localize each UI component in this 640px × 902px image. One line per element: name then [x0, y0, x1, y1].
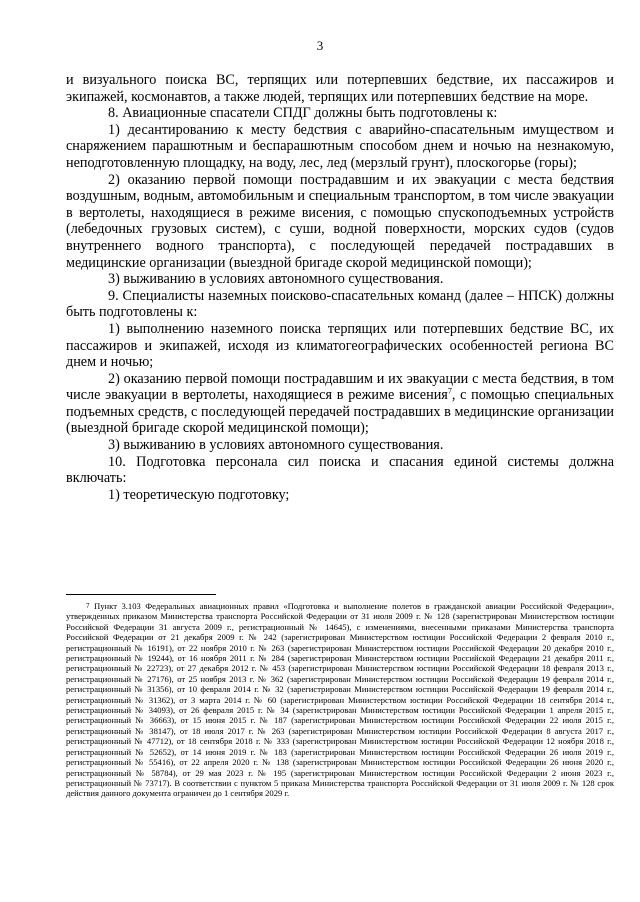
paragraph-item-9: 9. Специалисты наземных поисково-спасательных команд (далее – НПСК) должны быть подготовлены к:: [66, 287, 614, 321]
paragraph-9-2-tail: , с помощью специальных подъемных средств, с последующей передачей пострадавших в медицинские организации (выездной бригаде скорой медицинской помощи);: [66, 387, 614, 437]
footnote-text: [66, 601, 614, 799]
paragraph-9-2-head: 2) оказанию первой помощи пострадавшим и их эвакуации с места бедствия, в том числе эвакуации в вертолеты, находящиеся в режиме висения: [66, 370, 614, 404]
paragraph-item-8: 8. Авиационные спасатели СПДГ должны быть подготовлены к:: [108, 105, 498, 122]
footnote-divider: [66, 594, 216, 595]
footnote-body: Пункт 3.103 Федеральных авиационных правил «Подготовка и выполнение полетов в гражданской авиации Российской Федерации», утвержденных приказом Министерства транспорта Российской Федерации от 31 июля 2009 г. № 128 (зарегистрирован Министерством юстиции Российской Федерации 31 августа 2009 г., регистрационный № 14645), с изменениями, внесенными приказами Министерства транспорта Российской Федерации от 21 декабря 2009 г. № 242 (зарегистрирован Министерством юстиции Российской Федерации 2 февраля 2010 г., регистрационный № 16191), от 22 ноября 2010 г. № 263 (зарегистрирован Министерством юстиции Российской Федерации 20 декабря 2010 г., регистрационный № 19244), от 16 ноября 2011 г. № 284 (зарегистрирован Министерством юстиции Российской Федерации 21 декабря 2011 г., регистрационный № 22723), от 27 декабря 2012 г. № 453 (зарегистрирован Министерством юстиции Российской Федерации 18 февраля 2013 г., регистрационный № 27176), от 25 ноября 2013 г. № 362 (зарегистрирован Министерством юстиции Российской Федерации 19 февраля 2014 г., регистрационный № 31356), от 10 февраля 2014 г. № 32 (зарегистрирован Министерством юстиции Российской Федерации 19 февраля 2014 г., регистрационный № 31362), от 3 марта 2014 г. № 60 (зарегистрирован Министерством юстиции Российской Федерации 18 сентября 2014 г., регистрационный № 34093), от 26 февраля 2015 г. № 34 (зарегистрирован Министерством юстиции Российской Федерации 1 апреля 2015 г., регистрационный № 36663), от 15 июня 2015 г. № 187 (зарегистрирован Министерством юстиции Российской Федерации 22 июля 2015 г., регистрационный № 38147), от 18 июля 2017 г. № 263 (зарегистрирован Министерством юстиции Российской Федерации 8 августа 2017 г., регистрационный № 47712), от 18 сентября 2018 г. № 333 (зарегистрирован Министерством юстиции Российской Федерации 12 ноября 2018 г., регистрационный № 52652), от 14 июня 2019 г. № 183 (зарегистрирован Министерством юстиции Российской Федерации 26 июля 2019 г., регистрационный № 55416), от 22 апреля 2020 г. № 138 (зарегистрирован Министерством юстиции Российской Федерации 26 июня 2020 г., регистрационный № 58784), от 29 мая 2023 г. № 195 (зарегистрирован Министерством юстиции Российской Федерации 2 июня 2023 г., регистрационный № 73717). В соответствии с пунктом 5 приказа Министерства транспорта Российской Федерации от 31 июля 2009 г. № 128 срок действия данного документа ограничен до 1 сентября 2029 г.: [66, 601, 614, 799]
paragraph-9-2: [66, 371, 614, 437]
footnote-reference: 7: [447, 386, 452, 396]
footnote-mark: 7: [86, 602, 90, 610]
paragraph-9-3: 3) выживанию в условиях автономного существования.: [108, 437, 444, 454]
paragraph-8-1: 1) десантированию к месту бедствия с аварийно-спасательным имуществом и снаряжением парашютным и беспарашютным способом днем и ночью на незнакомую, неподготовленную площадку, на воду, лес, лед (мерзлый грунт), плоскогорье (горы);: [66, 121, 614, 171]
paragraph-item-10: 10. Подготовка персонала сил поиска и спасания единой системы должна включать:: [66, 453, 614, 487]
paragraph-10-1: 1) теоретическую подготовку;: [108, 486, 290, 503]
paragraph-9-1: 1) выполнению наземного поиска терпящих или потерпевших бедствие ВС, их пассажиров и экипажей, исходя из климатогеографических особенностей региона ВС днем и ночью;: [66, 320, 614, 371]
page-number: 3: [316, 38, 324, 53]
body-text: [66, 72, 614, 503]
paragraph-continuation: и визуального поиска ВС, терпящих или потерпевших бедствие, их пассажиров и экипажей, космонавтов, а также людей, терпящих или потерпевших бедствие на море.: [66, 72, 614, 105]
paragraph-8-3: 3) выживанию в условиях автономного существования.: [108, 271, 444, 288]
paragraph-8-2: 2) оказанию первой помощи пострадавшим и их эвакуации с места бедствия воздушным, водным, автомобильным и специальным транспортом, в том числе эвакуации в вертолеты, находящиеся в режиме висения, с помощью спускоподъемных устройств (лебедочных грузовых систем), с суши, водной поверхности, морских судов (судов внутреннего водного транспорта), с последующей передачей пострадавших в медицинские организации (выездной бригаде скорой медицинской помощи);: [66, 171, 614, 271]
footnote: [66, 601, 614, 799]
